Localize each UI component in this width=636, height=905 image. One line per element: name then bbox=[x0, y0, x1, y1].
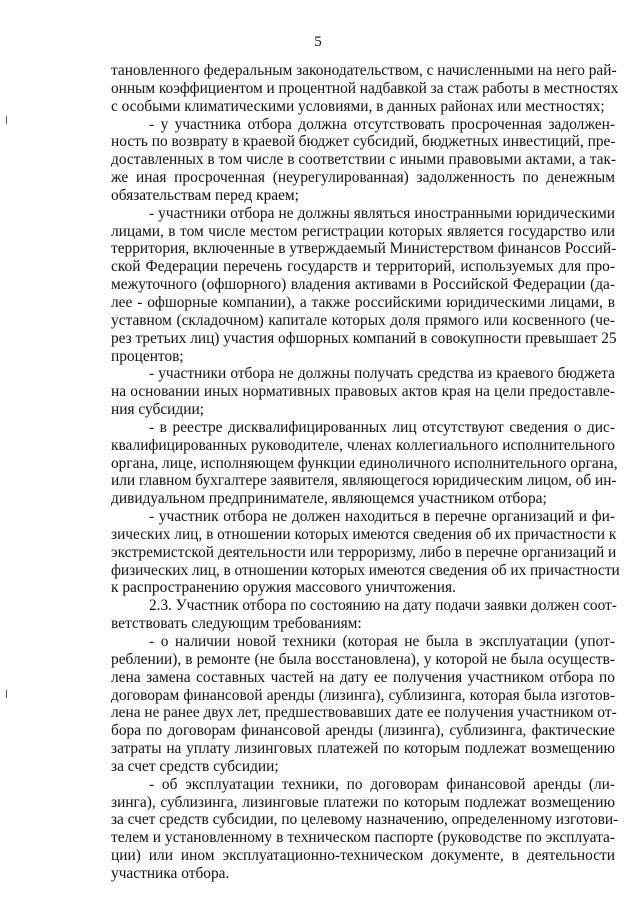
text-line: - участники отбора не должны получать средства из краевого бюджета bbox=[149, 365, 615, 383]
text-line: тановленного федеральным законодательством, с начисленными на него рай- bbox=[111, 62, 617, 79]
text-line: за счет средств субсидии; bbox=[111, 757, 279, 775]
text-line: онным коэффициентом и процентной надбавкой за стаж работы в местностях bbox=[111, 79, 619, 97]
text-line: лена не ранее двух лет, предшествовавших дате ее получения участником от- bbox=[111, 704, 617, 722]
text-line: - об эксплуатации техники, по договорам финансовой аренды (ли- bbox=[149, 775, 615, 793]
text-line: - в реестре дисквалифицированных лиц отсутствуют сведения о дис- bbox=[149, 418, 615, 436]
text-line: за счет средств субсидии, по целевому назначению, определенному изготови- bbox=[111, 811, 619, 829]
text-line: дивидуальном предпринимателе, являющемся участником отбора; bbox=[111, 490, 547, 508]
text-line: зинга), сублизинга, лизинговые платежи по которым подлежат возмещению bbox=[111, 793, 615, 811]
text-line: ветствовать следующим требованиям: bbox=[111, 615, 362, 633]
text-line: с особыми климатическими условиями, в данных районах или местностях; bbox=[111, 97, 605, 115]
page-number: 5 bbox=[314, 34, 322, 50]
text-line: ность по возврату в краевой бюджет субсидий, бюджетных инвестиций, пре- bbox=[111, 133, 616, 151]
text-line: лее - офшорные компании), а также российскими юридическими лицами, в bbox=[111, 293, 615, 311]
text-line: лена замена составных частей на дату ее получения участником отбора по bbox=[111, 668, 615, 686]
text-line: - участник отбора не должен находиться в перечне организаций и фи- bbox=[149, 508, 615, 526]
text-line: или главном бухгалтере заявителя, являющегося юридическим лицом, об ин- bbox=[111, 472, 617, 490]
text-line: межуточного (офшорного) владения активами в Российской Федерации (да- bbox=[111, 276, 615, 294]
text-line: же иная просроченная (неурегулированная) задолженность по денежным bbox=[111, 169, 615, 187]
text-line: на основании иных нормативных правовых актов края на цели предоставле- bbox=[111, 383, 615, 401]
text-line: доставленных в том числе в соответствии с иными правовыми актами, а так- bbox=[111, 151, 617, 169]
text-line: лицами, в том числе местом регистрации которых является государство или bbox=[111, 222, 615, 240]
text-line: территория, включенные в утверждаемый Министерством финансов Россий- bbox=[111, 240, 617, 258]
text-line: квалифицированных руководителе, членах коллегиального исполнительного bbox=[111, 436, 615, 454]
text-line: участника отбора. bbox=[111, 864, 230, 882]
text-line: телем и установленному в техническом паспорте (руководстве по эксплуата- bbox=[111, 829, 615, 847]
text-line: рез третьих лиц) участия офшорных компаний в совокупности превышает 25 bbox=[111, 329, 617, 347]
body-text bbox=[111, 62, 620, 883]
margin-mark-top bbox=[6, 116, 7, 124]
text-line: уставном (складочном) капитале которых доля прямого или косвенного (че- bbox=[111, 311, 615, 329]
text-line: процентов; bbox=[111, 347, 184, 365]
text-line: 2.3. Участник отбора по состоянию на дату подачи заявки должен соот- bbox=[149, 597, 617, 615]
text-line: экстремистской деятельности или терроризму, либо в перечне организаций и bbox=[111, 543, 617, 561]
text-line: реблении), в ремонте (не была восстановлена), у которой не была осуществ- bbox=[111, 650, 615, 668]
text-line: - участники отбора не должны являться иностранными юридическими bbox=[149, 204, 615, 222]
text-line: ния субсидии; bbox=[111, 401, 204, 419]
text-line: к распространению оружия массового уничтожения. bbox=[111, 579, 456, 597]
text-line: обязательствам перед краем; bbox=[111, 186, 299, 204]
margin-mark-bottom bbox=[6, 690, 7, 698]
text-line: бора по договорам финансовой аренды (лизинга), сублизинга, фактические bbox=[111, 722, 615, 740]
text-line: договорам финансовой аренды (лизинга), сублизинга, которая была изготов- bbox=[111, 686, 615, 704]
text-line: физических лиц, в отношении которых имеются сведения об их причастности bbox=[111, 561, 620, 579]
text-line: - о наличии новой техники (которая не была в эксплуатации (упот- bbox=[149, 633, 615, 650]
text-line: зических лиц, в отношении которых имеются сведения об их причастности к bbox=[111, 525, 617, 543]
text-line: органа, лице, исполняющем функции единоличного исполнительного органа, bbox=[111, 454, 618, 472]
text-line: затраты на уплату лизинговых платежей по которым подлежат возмещению bbox=[111, 740, 615, 758]
text-line: - у участника отбора должна отсутствовать просроченная задолжен- bbox=[149, 115, 615, 133]
text-line: ской Федерации перечень государств и территорий, используемых для про- bbox=[111, 258, 615, 276]
text-line: ции) или ином эксплуатационно-техническом документе, в деятельности bbox=[111, 847, 615, 865]
